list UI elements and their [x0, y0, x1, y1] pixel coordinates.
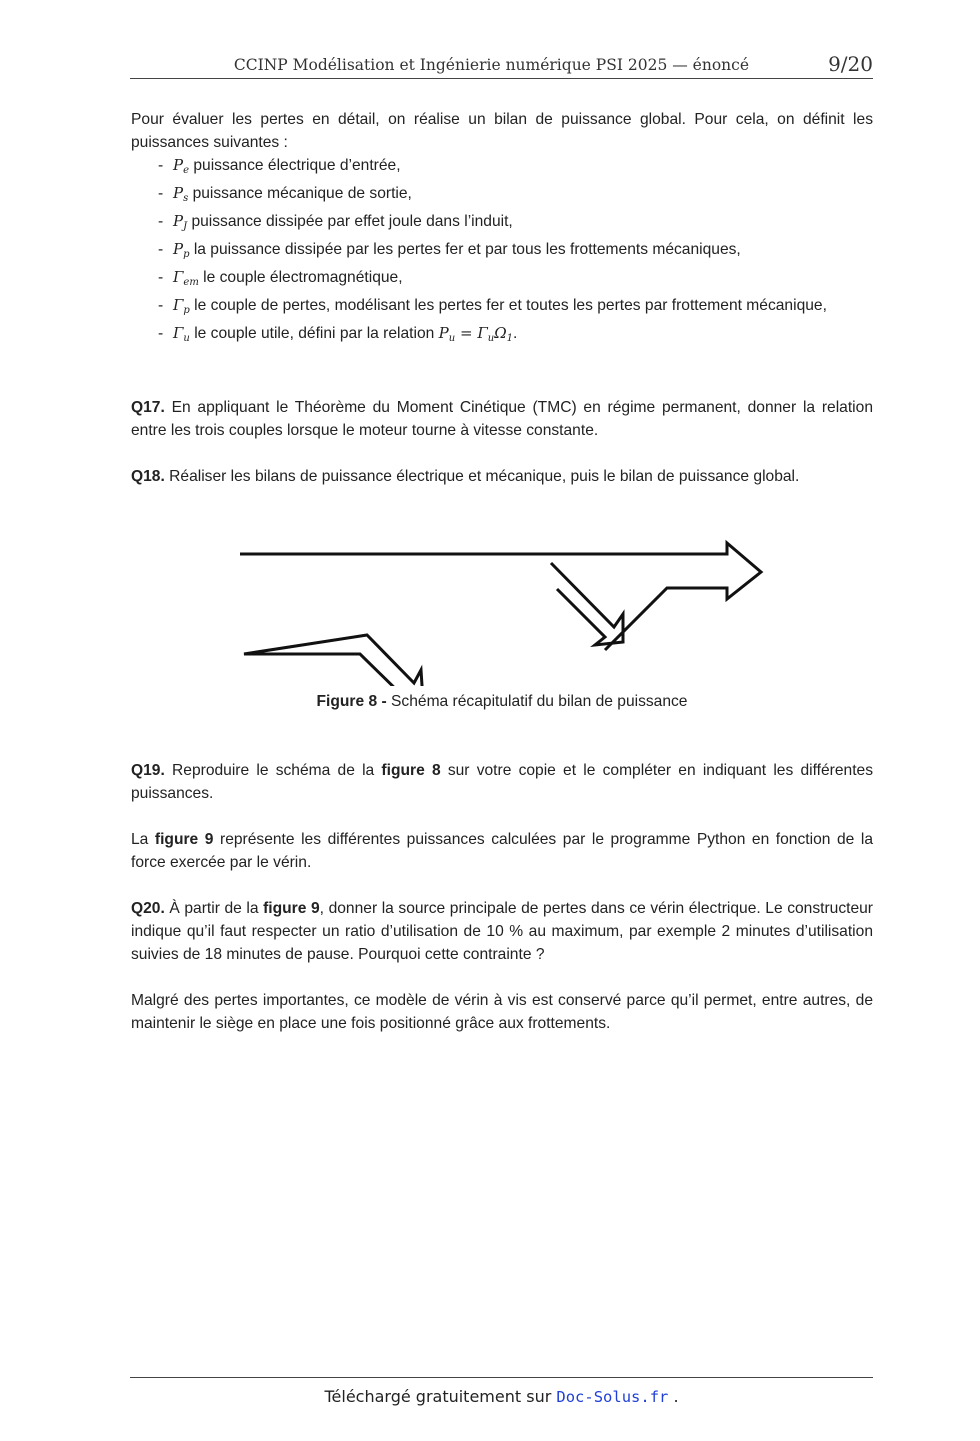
definition-item: [158, 238, 873, 266]
definition-text: le couple de pertes, modélisant les pertes fer et toutes les pertes par frottement mécanique,: [189, 297, 827, 314]
list-dash: -: [158, 297, 164, 314]
q20-figure-ref: figure 9: [263, 900, 320, 917]
header-title: CCINP Modélisation et Ingénierie numérique PSI 2025 — énoncé: [233, 56, 749, 74]
loss-arrow-2: [551, 563, 623, 645]
list-dash: -: [158, 325, 164, 342]
definition-text: la puissance dissipée par les pertes fer et par tous les frottements mécaniques,: [189, 241, 741, 258]
list-dash: -: [158, 241, 164, 258]
intro-paragraph: Pour évaluer les pertes en détail, on réalise un bilan de puissance global. Pour cela, on définit les puissances suivantes :: [131, 111, 873, 151]
definition-item: [158, 266, 873, 294]
definition-item: [158, 210, 873, 238]
question-20: [131, 897, 873, 966]
list-dash: -: [158, 185, 164, 202]
definition-item: [158, 294, 873, 322]
list-dash: -: [158, 157, 164, 174]
definition-item: [158, 182, 873, 210]
q19-text-a: Reproduire le schéma de la: [164, 762, 382, 779]
definition-symbol: $P_e$: [173, 156, 190, 176]
q20-label: Q20.: [131, 900, 165, 917]
definition-text: le couple électromagnétique,: [198, 269, 403, 286]
doc-solus-link[interactable]: Doc-Solus.fr: [556, 1388, 669, 1406]
definitions-list: [131, 154, 873, 350]
q18-label: Q18.: [131, 468, 165, 485]
footer-end: .: [668, 1387, 679, 1406]
q20-text-b: , donner la source principale de pertes dans ce vérin électrique. Le constructeur indique qu’il faut respecter un ratio d’utilisation de 10 % au maximum, par exemple 2 minutes d’utilisation suivies de 18 minutes de pause. Pourquoi cette contrainte ?: [131, 900, 873, 963]
definition-symbol: $P_p$: [173, 240, 190, 260]
figure9-paragraph: [131, 828, 873, 874]
fig9-text-a: La: [131, 831, 155, 848]
definition-symbol: $P_s$: [173, 184, 189, 204]
definition-symbol: $\Gamma_u$: [173, 324, 190, 344]
figure-8: [131, 508, 873, 686]
fig9-text-b: représente les différentes puissances calculées par le programme Python en fonction de la force exercée par le vérin.: [131, 831, 873, 871]
page-header: [130, 52, 873, 79]
definition-item: [158, 154, 873, 182]
q19-text-b: sur votre copie et le compléter en indiquant les différentes puissances.: [131, 762, 873, 802]
q17-label: Q17.: [131, 399, 165, 416]
page-footer: [130, 1377, 873, 1406]
question-19: [131, 759, 873, 805]
power-balance-diagram: [131, 508, 873, 686]
definition-item: - $\Gamma_u$ le couple utile, défini par la relation $P_u = \Gamma_u\Omega_1$.: [158, 324, 518, 344]
output-arrow: [240, 543, 761, 650]
question-17: [131, 396, 873, 442]
list-dash: -: [158, 213, 164, 230]
definition-symbol: $\Gamma_p$: [173, 296, 190, 316]
definition-relation: $P_u = \Gamma_u\Omega_1$: [438, 324, 513, 344]
list-dash: -: [158, 269, 164, 286]
page-number: 9/20: [828, 52, 873, 76]
footer-text: Téléchargé gratuitement sur: [324, 1387, 557, 1406]
fig9-figure-ref: figure 9: [154, 831, 214, 848]
question-18: [131, 465, 873, 488]
q17-text: En appliquant le Théorème du Moment Cinétique (TMC) en régime permanent, donner la relation entre les trois couples lorsque le moteur tourne à vitesse constante.: [131, 399, 873, 439]
q20-text-a: À partir de la: [164, 900, 264, 917]
loss-arrow-1: [244, 635, 423, 686]
definition-text: puissance dissipée par effet joule dans l’induit,: [187, 213, 513, 230]
definition-text: puissance mécanique de sortie,: [188, 185, 412, 202]
figure-caption: [131, 690, 873, 713]
q18-text: Réaliser les bilans de puissance électrique et mécanique, puis le bilan de puissance global.: [164, 468, 800, 485]
definition-symbol: $P_J$: [173, 212, 188, 232]
conclusion-paragraph: Malgré des pertes importantes, ce modèle de vérin à vis est conservé parce qu’il permet, entre autres, de maintenir le siège en place une fois positionné grâce aux frottements.: [131, 992, 873, 1032]
figure-caption-text: Schéma récapitulatif du bilan de puissance: [386, 693, 688, 710]
figure-label: Figure 8 -: [316, 693, 387, 710]
q19-label: Q19.: [131, 762, 165, 779]
definition-symbol: $\Gamma_{em}$: [173, 268, 199, 288]
definition-text: le couple utile, défini par la relation: [189, 325, 439, 342]
page-content: [131, 108, 873, 1035]
q19-figure-ref: figure 8: [381, 762, 441, 779]
definition-text: puissance électrique d’entrée,: [189, 157, 401, 174]
